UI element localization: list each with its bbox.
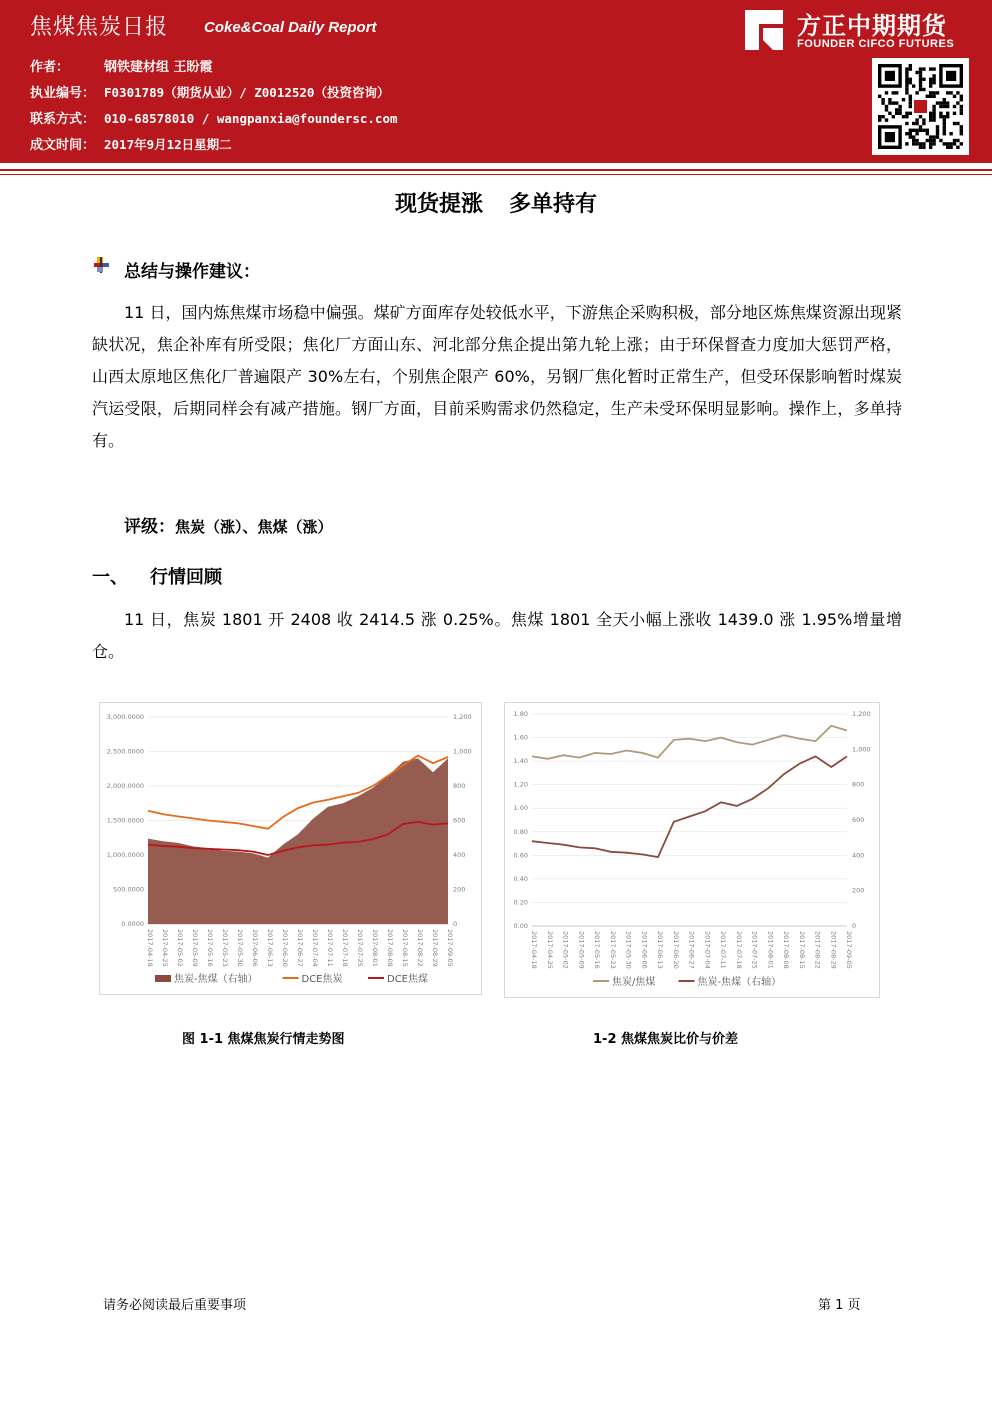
y-left-tick-label: 2,000.0000 — [106, 782, 144, 790]
qr-module — [919, 67, 922, 70]
qr-module — [915, 132, 918, 135]
qr-module — [960, 105, 963, 108]
qr-module — [919, 88, 922, 91]
x-tick-label: 2017-09-05 — [845, 931, 853, 969]
qr-module — [909, 64, 912, 67]
qr-module — [909, 101, 912, 104]
legend-label: 焦炭/焦煤 — [612, 977, 656, 988]
qr-module — [936, 101, 939, 104]
y-right-tick-label: 600 — [852, 816, 865, 824]
qr-module — [953, 105, 956, 108]
x-tick-label: 2017-06-27 — [687, 931, 696, 969]
qr-module — [922, 129, 925, 132]
qr-module — [905, 84, 908, 87]
chart-2-svg — [505, 703, 881, 999]
y-right-tick-label: 400 — [852, 851, 865, 860]
x-tick-label: 2017-09-05 — [446, 929, 454, 967]
qr-module — [895, 108, 898, 111]
qr-module — [936, 125, 939, 128]
qr-module — [905, 74, 908, 77]
qr-module — [949, 91, 952, 94]
qr-module — [922, 118, 925, 121]
chart-1-caption: 图 1-1 焦煤焦炭行情走势图 — [182, 1032, 345, 1047]
x-tick-label: 2017-07-18 — [341, 929, 349, 967]
qr-module — [949, 146, 952, 149]
rating — [124, 512, 333, 537]
qr-module — [932, 67, 935, 70]
qr-module — [878, 115, 881, 118]
legend-label: 焦炭-焦煤（右轴） — [697, 977, 782, 988]
rating-value: 焦炭（涨）、焦煤（涨） — [175, 518, 333, 536]
qr-finder — [885, 71, 895, 81]
x-tick-label: 2017-06-20 — [281, 929, 289, 967]
qr-module — [943, 118, 946, 121]
qr-module — [909, 132, 912, 135]
title-part-1: 现货提涨 — [394, 192, 483, 217]
x-tick-label: 2017-08-01 — [371, 929, 379, 967]
page-number: 第 1 页 — [818, 1298, 861, 1313]
qr-module — [909, 112, 912, 115]
series-line — [532, 726, 847, 759]
qr-module — [919, 146, 922, 149]
x-tick-label: 2017-07-25 — [750, 931, 759, 969]
qr-module — [892, 91, 895, 94]
x-tick-label: 2017-05-30 — [624, 931, 633, 969]
qr-module — [929, 95, 932, 98]
qr-module — [905, 71, 908, 74]
qr-module — [956, 146, 959, 149]
title-part-2: 多单持有 — [509, 192, 598, 217]
qr-module — [953, 95, 956, 98]
report-header — [0, 0, 992, 163]
company-logo — [745, 8, 975, 54]
license-row — [30, 82, 389, 101]
y-left-tick-label: 1,000.0000 — [106, 851, 144, 859]
x-tick-label: 2017-08-08 — [386, 929, 394, 967]
x-tick-label: 2017-07-18 — [734, 931, 743, 969]
section-number: 一、 — [92, 567, 128, 588]
y-left-tick-label: 0.40 — [513, 874, 528, 883]
qr-module — [915, 129, 918, 132]
y-right-tick-label: 400 — [453, 851, 466, 859]
qr-module — [919, 129, 922, 132]
qr-module — [932, 142, 935, 145]
qr-module — [881, 115, 884, 118]
qr-module — [949, 132, 952, 135]
qr-module — [932, 91, 935, 94]
qr-module — [919, 142, 922, 145]
chart-1 — [99, 702, 482, 995]
qr-module — [922, 122, 925, 125]
qr-module — [932, 135, 935, 138]
qr-module — [929, 142, 932, 145]
qr-module — [943, 115, 946, 118]
page-title — [0, 187, 992, 218]
qr-module — [885, 108, 888, 111]
qr-module — [905, 142, 908, 145]
qr-module — [929, 118, 932, 121]
y-left-tick-label: 1.40 — [513, 757, 528, 766]
qr-module — [926, 139, 929, 142]
logo-mark-icon — [745, 10, 783, 50]
x-tick-label: 2017-07-04 — [311, 929, 319, 967]
qr-module — [905, 78, 908, 81]
qr-module — [909, 78, 912, 81]
qr-module — [909, 98, 912, 101]
x-tick-label: 2017-04-25 — [161, 929, 169, 967]
qr-module — [878, 118, 881, 121]
qr-module — [960, 142, 963, 145]
bullet-flag-icon — [92, 255, 112, 275]
x-tick-label: 2017-07-25 — [356, 929, 364, 967]
y-left-tick-label: 1.60 — [513, 733, 528, 742]
author-label: 作者： — [30, 60, 70, 75]
y-left-tick-label: 500.0000 — [112, 885, 144, 894]
x-tick-label: 2017-08-29 — [829, 931, 838, 969]
qr-module — [915, 142, 918, 145]
qr-module — [895, 91, 898, 94]
qr-module — [953, 142, 956, 145]
report-title: 焦煤焦炭日报 — [30, 15, 169, 40]
date-value: 2017年9月12日星期二 — [104, 137, 232, 152]
x-tick-label: 2017-08-08 — [782, 931, 790, 969]
qr-module — [892, 101, 895, 104]
x-tick-label: 2017-04-18 — [530, 931, 538, 969]
qr-finder — [885, 132, 895, 142]
qr-module — [932, 95, 935, 98]
qr-module — [932, 112, 935, 115]
qr-module — [929, 146, 932, 149]
qr-module — [905, 122, 908, 125]
y-left-tick-label: 0.0000 — [121, 920, 144, 928]
qr-module — [898, 105, 901, 108]
qr-module — [953, 122, 956, 125]
x-tick-label: 2017-07-04 — [703, 931, 712, 969]
qr-module — [909, 129, 912, 132]
date-label: 成文时间： — [30, 138, 96, 153]
x-tick-label: 2017-05-23 — [221, 929, 229, 967]
qr-module — [905, 81, 908, 84]
x-tick-label: 2017-05-09 — [577, 931, 586, 969]
qr-module — [919, 78, 922, 81]
qr-module — [929, 112, 932, 115]
qr-module — [912, 142, 915, 145]
x-tick-label: 2017-05-16 — [593, 931, 601, 969]
qr-module — [929, 81, 932, 84]
x-tick-label: 2017-06-06 — [251, 929, 259, 967]
qr-module — [929, 67, 932, 70]
qr-module — [936, 91, 939, 94]
qr-module — [943, 142, 946, 145]
chart-2-caption: 1-2 焦煤焦炭比价与价差 — [593, 1032, 739, 1047]
qr-module — [885, 118, 888, 121]
qr-module — [960, 112, 963, 115]
report-subtitle: Coke&Coal Daily Report — [204, 19, 377, 36]
x-tick-label: 2017-08-15 — [401, 929, 409, 967]
contact-value: 010-68578010 / wangpanxia@foundersc.com — [104, 111, 398, 126]
qr-module — [943, 132, 946, 135]
x-tick-label: 2017-08-22 — [813, 931, 822, 969]
header-rule — [0, 169, 992, 171]
qr-module — [922, 67, 925, 70]
author-row — [30, 56, 213, 75]
qr-module — [936, 129, 939, 132]
summary-text: 11 日，国内炼焦煤市场稳中偏强。煤矿方面库存处较低水平，下游焦企采购积极，部分地区炼焦煤资源出现紧缺状况，焦企补库有所受限；焦化厂方面山东、河北部分焦企提出第九轮上涨；由于环保督查力度加大惩罚严格，山西太原地区焦化厂普遍限产 30%左右，个别焦企限产 60%，另钢厂焦化暂时正常生产，但受环保影响暂时煤炭汽运受限，后期同样会有减产措施。钢厂方面，目前采购需求仍然稳定，生产未受环保明显影响。操作上，多单持有。 — [92, 303, 902, 450]
qr-module — [909, 135, 912, 138]
section-title: 行情回顾 — [150, 567, 222, 588]
qr-module — [888, 101, 891, 104]
qr-module — [960, 108, 963, 111]
qr-module — [912, 139, 915, 142]
qr-module — [926, 132, 929, 135]
contact-label: 联系方式： — [30, 112, 96, 127]
qr-module — [909, 81, 912, 84]
y-right-tick-label: 0 — [852, 922, 857, 930]
y-left-tick-label: 0.60 — [513, 851, 528, 860]
x-tick-label: 2017-05-16 — [206, 929, 214, 967]
series-area — [148, 758, 448, 924]
legend-label: DCE焦煤 — [387, 974, 429, 985]
qr-module — [919, 81, 922, 84]
qr-module — [929, 139, 932, 142]
x-tick-label: 2017-04-25 — [545, 931, 554, 969]
qr-module — [915, 71, 918, 74]
qr-module — [909, 67, 912, 70]
qr-module — [946, 91, 949, 94]
qr-finder — [946, 71, 956, 81]
x-tick-label: 2017-08-01 — [766, 931, 775, 969]
y-left-tick-label: 1.00 — [513, 804, 528, 813]
qr-module — [905, 112, 908, 115]
qr-module — [926, 129, 929, 132]
x-tick-label: 2017-06-13 — [656, 931, 664, 969]
qr-module — [932, 115, 935, 118]
qr-module — [943, 98, 946, 101]
qr-module — [895, 112, 898, 115]
qr-module — [892, 115, 895, 118]
qr-center-logo — [914, 100, 927, 113]
x-tick-label: 2017-07-11 — [719, 931, 727, 969]
qr-module — [922, 78, 925, 81]
qr-module — [922, 146, 925, 149]
x-tick-label: 2017-05-30 — [236, 929, 244, 967]
qr-module — [898, 108, 901, 111]
qr-module — [932, 118, 935, 121]
qr-module — [956, 122, 959, 125]
qr-module — [936, 132, 939, 135]
qr-module — [932, 78, 935, 81]
qr-module — [946, 115, 949, 118]
qr-module — [912, 122, 915, 125]
y-left-tick-label: 1.20 — [513, 780, 528, 789]
qr-module — [905, 67, 908, 70]
y-right-tick-label: 800 — [453, 782, 466, 790]
qr-module — [956, 91, 959, 94]
legend-label: 焦炭-焦煤（右轴） — [174, 974, 258, 985]
y-right-tick-label: 1,000 — [453, 747, 472, 756]
qr-module — [949, 142, 952, 145]
qr-module — [885, 91, 888, 94]
logo-english: FOUNDER CIFCO FUTURES — [797, 38, 955, 50]
qr-module — [946, 105, 949, 108]
qr-module — [946, 142, 949, 145]
contact-row — [30, 108, 398, 127]
legend-swatch — [155, 975, 171, 982]
rating-label: 评级： — [124, 517, 175, 537]
qr-module — [895, 101, 898, 104]
qr-module — [915, 139, 918, 142]
qr-module — [943, 129, 946, 132]
x-tick-label: 2017-04-18 — [146, 929, 154, 967]
qr-module — [946, 101, 949, 104]
section-heading — [92, 563, 222, 589]
qr-module — [960, 95, 963, 98]
x-tick-label: 2017-06-13 — [266, 929, 274, 967]
y-left-tick-label: 0.80 — [513, 827, 528, 836]
qr-module — [888, 112, 891, 115]
qr-module — [932, 139, 935, 142]
qr-module — [939, 115, 942, 118]
x-tick-label: 2017-05-02 — [561, 931, 570, 969]
qr-module — [946, 112, 949, 115]
y-right-tick-label: 600 — [453, 816, 466, 825]
qr-module — [919, 74, 922, 77]
qr-module — [960, 125, 963, 128]
chart-2 — [504, 702, 880, 998]
qr-module — [878, 95, 881, 98]
qr-module — [939, 112, 942, 115]
y-right-tick-label: 1,000 — [852, 745, 871, 754]
qr-module — [943, 122, 946, 125]
y-left-tick-label: 1,500.0000 — [106, 816, 144, 825]
qr-module — [953, 139, 956, 142]
qr-module — [912, 135, 915, 138]
qr-module — [915, 118, 918, 121]
qr-module — [939, 101, 942, 104]
qr-module — [919, 84, 922, 87]
chart-1-svg — [100, 703, 483, 996]
x-tick-label: 2017-08-15 — [797, 931, 806, 969]
qr-module — [953, 112, 956, 115]
x-tick-label: 2017-06-20 — [671, 931, 680, 969]
qr-code-icon — [878, 64, 963, 149]
qr-module — [915, 122, 918, 125]
qr-module — [932, 105, 935, 108]
qr-module — [929, 84, 932, 87]
qr-module — [905, 132, 908, 135]
qr-module — [943, 101, 946, 104]
qr-module — [929, 115, 932, 118]
y-left-tick-label: 3,000.0000 — [106, 713, 144, 721]
qr-module — [919, 71, 922, 74]
x-tick-label: 2017-07-11 — [326, 929, 334, 967]
qr-module — [939, 139, 942, 142]
qr-module — [905, 91, 908, 94]
qr-module — [922, 142, 925, 145]
qr-module — [912, 129, 915, 132]
qr-module — [939, 105, 942, 108]
x-tick-label: 2017-05-02 — [176, 929, 184, 967]
y-left-tick-label: 0.20 — [513, 898, 528, 907]
header-rule-thin — [0, 174, 992, 175]
qr-module — [929, 135, 932, 138]
qr-module — [956, 139, 959, 142]
author-value: 钢铁建材组 王盼霞 — [104, 60, 213, 75]
y-right-tick-label: 1,200 — [453, 713, 472, 721]
qr-module — [881, 98, 884, 101]
qr-module — [919, 125, 922, 128]
market-review-paragraph — [92, 604, 902, 668]
qr-module — [881, 101, 884, 104]
qr-module — [929, 78, 932, 81]
qr-module — [909, 105, 912, 108]
qr-module — [905, 115, 908, 118]
y-right-tick-label: 1,200 — [852, 710, 871, 718]
x-tick-label: 2017-06-06 — [640, 931, 649, 969]
qr-module — [888, 98, 891, 101]
license-value: F0301789（期货从业）/ Z0012520（投资咨询） — [104, 85, 390, 100]
market-review-text: 11 日，焦炭 1801 开 2408 收 2414.5 涨 0.25%。焦煤 1801 全天小幅上涨收 1439.0 涨 1.95%增量增仓。 — [92, 610, 902, 661]
legend-label: DCE焦炭 — [301, 974, 343, 985]
summary-heading: 总结与操作建议： — [124, 262, 260, 282]
qr-module — [932, 81, 935, 84]
qr-module — [919, 115, 922, 118]
qr-module — [898, 112, 901, 115]
qr-module — [902, 115, 905, 118]
logo-chinese: 方正中期期货 — [797, 12, 947, 40]
qr-module — [932, 74, 935, 77]
qr-module — [936, 135, 939, 138]
qr-module — [946, 146, 949, 149]
qr-module — [960, 129, 963, 132]
qr-module — [943, 105, 946, 108]
qr-module — [922, 88, 925, 91]
summary-paragraph — [92, 297, 902, 457]
x-tick-label: 2017-06-27 — [296, 929, 304, 967]
footer-note: 请务必阅读最后重要事项 — [103, 1298, 247, 1313]
y-right-tick-label: 0 — [453, 920, 458, 928]
qr-module — [885, 105, 888, 108]
qr-module — [960, 98, 963, 101]
date-row — [30, 134, 232, 153]
x-tick-label: 2017-08-29 — [431, 929, 439, 967]
y-right-tick-label: 200 — [852, 886, 865, 895]
y-left-tick-label: 1.80 — [513, 710, 528, 718]
qr-module — [915, 91, 918, 94]
x-tick-label: 2017-05-09 — [191, 929, 199, 967]
qr-module — [926, 95, 929, 98]
qr-module — [905, 88, 908, 91]
qr-module — [960, 132, 963, 135]
series-line — [532, 756, 847, 857]
y-right-tick-label: 200 — [453, 885, 466, 894]
qr-module — [912, 84, 915, 87]
qr-module — [902, 98, 905, 101]
qr-code — [872, 58, 969, 155]
qr-module — [943, 125, 946, 128]
qr-module — [956, 101, 959, 104]
qr-module — [929, 91, 932, 94]
y-right-tick-label: 800 — [852, 780, 865, 789]
x-tick-label: 2017-05-23 — [608, 931, 617, 969]
license-label: 执业编号： — [30, 86, 96, 101]
y-left-tick-label: 2,500.0000 — [106, 747, 144, 756]
qr-module — [909, 95, 912, 98]
qr-module — [932, 108, 935, 111]
y-left-tick-label: 0.00 — [513, 922, 528, 930]
x-tick-label: 2017-08-22 — [416, 929, 424, 967]
